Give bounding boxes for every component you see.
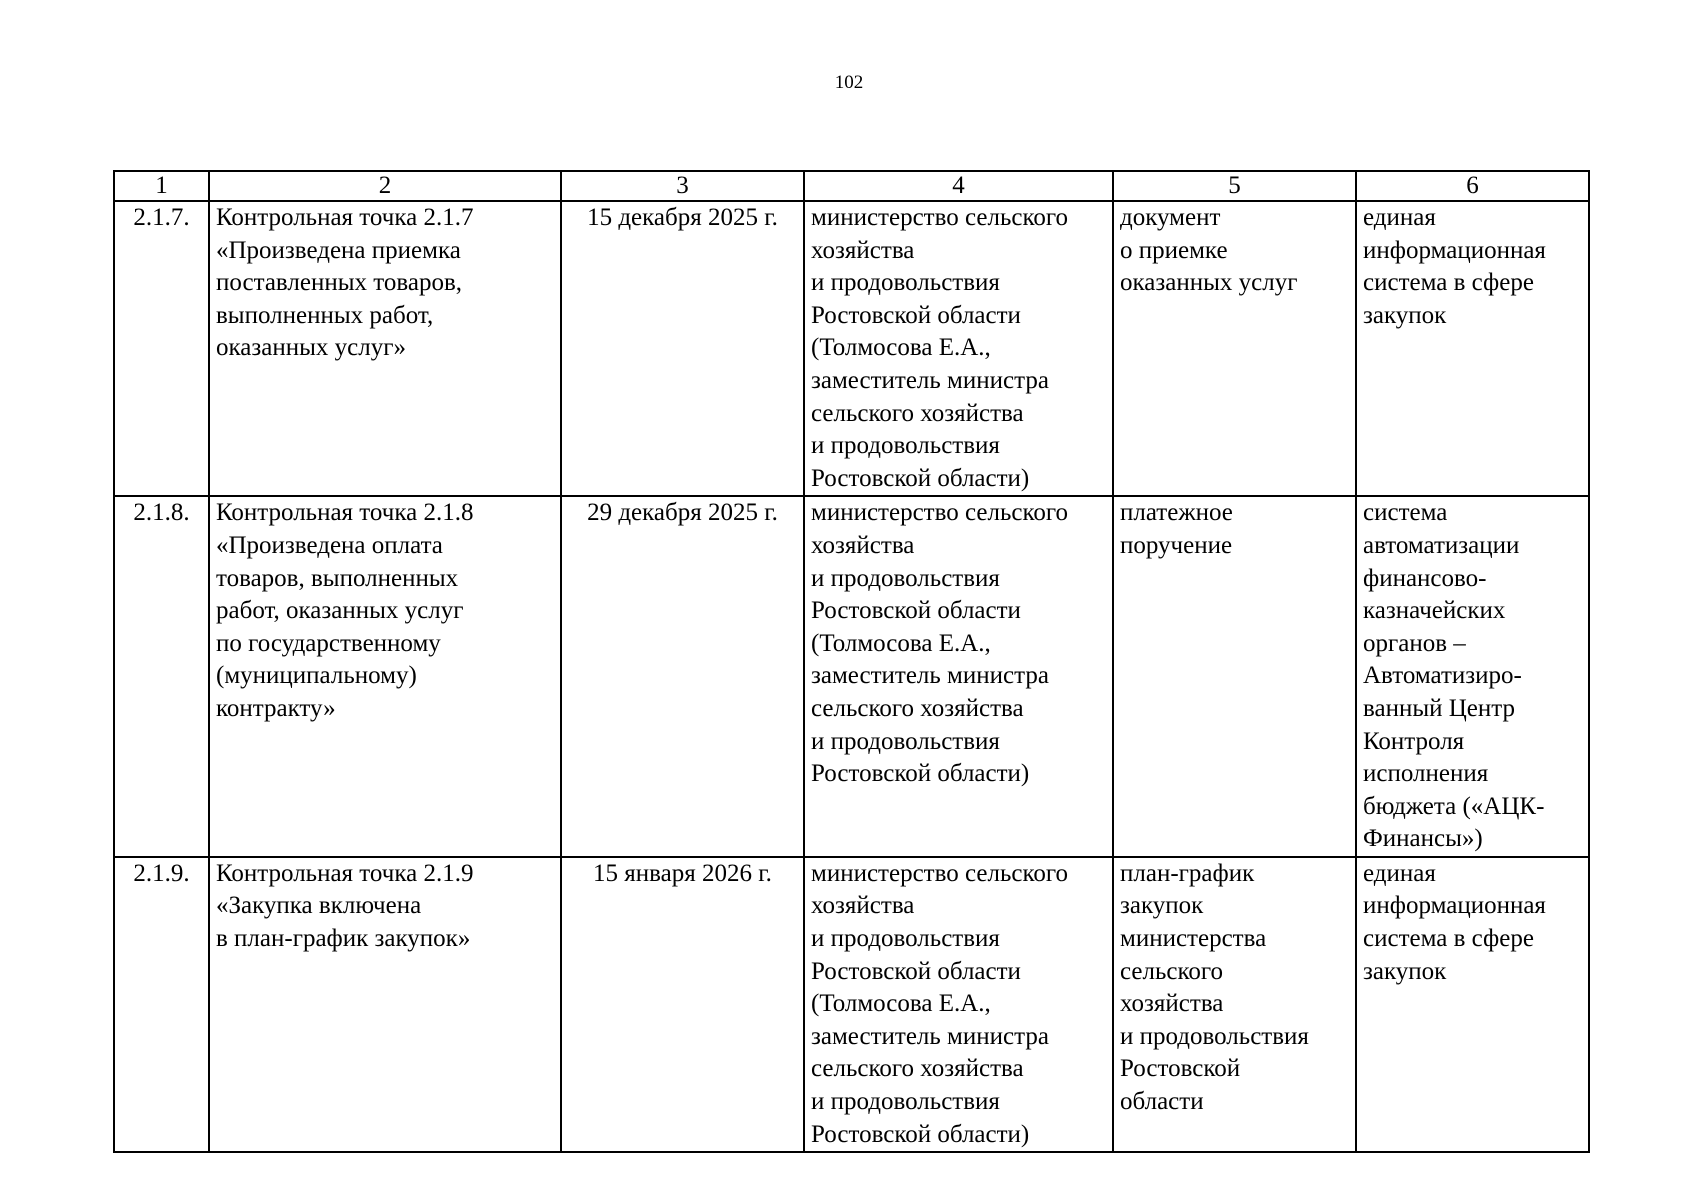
responsible-line: хозяйства xyxy=(811,236,915,264)
row-number: 2.1.8. xyxy=(133,499,190,527)
responsible-line: Ростовской области) xyxy=(811,760,1030,788)
document-line: и продовольствия xyxy=(1120,1022,1309,1050)
header-cell-3: 3 xyxy=(561,171,804,201)
control-point-name-cell xyxy=(209,201,561,496)
page-number: 102 xyxy=(834,72,864,93)
system-line: Финансы») xyxy=(1363,825,1483,853)
name-line: выполненных работ, xyxy=(216,301,434,329)
responsible-line: заместитель министра xyxy=(811,662,1049,690)
system-line: закупок xyxy=(1363,957,1447,985)
system-cell xyxy=(1356,857,1589,1152)
date: 29 декабря 2025 г. xyxy=(587,499,778,527)
system-line: система в сфере xyxy=(1363,269,1534,297)
responsible-line: заместитель министра xyxy=(811,1022,1049,1050)
responsible-line: (Толмосова Е.А., xyxy=(811,334,991,362)
responsible-line: и продовольствия xyxy=(811,925,1000,953)
responsible-line: Ростовской области) xyxy=(811,1120,1030,1148)
system-line: казначейских xyxy=(1363,597,1506,625)
header-cell-2: 2 xyxy=(209,171,561,201)
document-line: области xyxy=(1120,1088,1204,1116)
row-number-cell xyxy=(114,201,209,496)
header-cell-1: 1 xyxy=(114,171,209,201)
system-line: закупок xyxy=(1363,301,1447,329)
row-number-cell xyxy=(114,857,209,1152)
system-line: система xyxy=(1363,499,1448,527)
document-line: документ xyxy=(1120,204,1221,231)
name-line: Контрольная точка 2.1.8 xyxy=(216,499,474,527)
date-cell xyxy=(561,201,804,496)
row-number: 2.1.7. xyxy=(133,204,190,231)
responsible-line: министерство сельского xyxy=(811,204,1068,231)
name-line: Контрольная точка 2.1.9 xyxy=(216,859,474,887)
document-line: поручение xyxy=(1120,531,1233,559)
date-cell xyxy=(561,857,804,1152)
responsible-cell xyxy=(804,201,1113,496)
system-line: финансово- xyxy=(1363,564,1487,592)
document-line: оказанных услуг xyxy=(1120,269,1298,297)
responsible-line: хозяйства xyxy=(811,531,915,559)
document-cell xyxy=(1113,496,1356,857)
document-line: план-график xyxy=(1120,859,1255,887)
name-line: «Произведена оплата xyxy=(216,531,443,559)
row-number-cell xyxy=(114,496,209,857)
table-row xyxy=(114,201,1589,496)
responsible-line: министерство сельского xyxy=(811,859,1068,887)
header-cell-5: 5 xyxy=(1113,171,1356,201)
document-line: хозяйства xyxy=(1120,990,1224,1018)
system-line: бюджета («АЦК- xyxy=(1363,792,1545,820)
document-line: Ростовской xyxy=(1120,1055,1241,1083)
system-line: ванный Центр xyxy=(1363,694,1516,722)
responsible-cell xyxy=(804,857,1113,1152)
document-line: сельского xyxy=(1120,957,1223,985)
name-line: поставленных товаров, xyxy=(216,269,462,297)
control-points-table xyxy=(113,170,1590,1153)
responsible-cell xyxy=(804,496,1113,857)
system-line: единая xyxy=(1363,204,1436,231)
responsible-line: заместитель министра xyxy=(811,366,1049,394)
system-line: Контроля xyxy=(1363,727,1465,755)
system-cell xyxy=(1356,201,1589,496)
name-line: оказанных услуг» xyxy=(216,334,406,362)
document-line: министерства xyxy=(1120,925,1267,953)
header-cell-6: 6 xyxy=(1356,171,1589,201)
responsible-line: Ростовской области xyxy=(811,597,1021,625)
name-line: товаров, выполненных xyxy=(216,564,459,592)
responsible-line: и продовольствия xyxy=(811,1088,1000,1116)
name-line: (муниципальному) xyxy=(216,662,417,690)
table-row xyxy=(114,857,1589,1152)
name-line: «Произведена приемка xyxy=(216,236,461,264)
responsible-line: Ростовской области) xyxy=(811,464,1030,492)
system-cell xyxy=(1356,496,1589,857)
responsible-line: и продовольствия xyxy=(811,727,1000,755)
system-line: информационная xyxy=(1363,236,1546,264)
document-line: о приемке xyxy=(1120,236,1228,264)
responsible-line: и продовольствия xyxy=(811,269,1000,297)
responsible-line: хозяйства xyxy=(811,892,915,920)
responsible-line: (Толмосова Е.А., xyxy=(811,629,991,657)
responsible-line: сельского хозяйства xyxy=(811,399,1024,427)
row-number: 2.1.9. xyxy=(133,859,190,887)
system-line: единая xyxy=(1363,859,1436,887)
name-line: «Закупка включена xyxy=(216,892,422,920)
responsible-line: Ростовской области xyxy=(811,957,1021,985)
document-cell xyxy=(1113,201,1356,496)
name-line: контракту» xyxy=(216,694,336,722)
responsible-line: сельского хозяйства xyxy=(811,1055,1024,1083)
control-point-name-cell xyxy=(209,857,561,1152)
system-line: исполнения xyxy=(1363,760,1489,788)
responsible-line: сельского хозяйства xyxy=(811,694,1024,722)
document-line: платежное xyxy=(1120,499,1233,527)
document-cell xyxy=(1113,857,1356,1152)
responsible-line: и продовольствия xyxy=(811,564,1000,592)
system-line: автоматизации xyxy=(1363,531,1520,559)
date: 15 января 2026 г. xyxy=(593,859,772,887)
document-line: закупок xyxy=(1120,892,1204,920)
name-line: по государственному xyxy=(216,629,441,657)
control-point-name-cell xyxy=(209,496,561,857)
date-cell xyxy=(561,496,804,857)
system-line: информационная xyxy=(1363,892,1546,920)
header-row xyxy=(114,171,1589,201)
system-line: органов – xyxy=(1363,629,1466,657)
name-line: работ, оказанных услуг xyxy=(216,597,464,625)
responsible-line: министерство сельского xyxy=(811,499,1068,527)
date: 15 декабря 2025 г. xyxy=(587,204,778,231)
header-cell-4: 4 xyxy=(804,171,1113,201)
system-line: Автоматизиро- xyxy=(1363,662,1522,690)
responsible-line: и продовольствия xyxy=(811,432,1000,460)
responsible-line: (Толмосова Е.А., xyxy=(811,990,991,1018)
system-line: система в сфере xyxy=(1363,925,1534,953)
table-row xyxy=(114,496,1589,857)
name-line: в план-график закупок» xyxy=(216,925,471,953)
name-line: Контрольная точка 2.1.7 xyxy=(216,204,474,231)
responsible-line: Ростовской области xyxy=(811,301,1021,329)
